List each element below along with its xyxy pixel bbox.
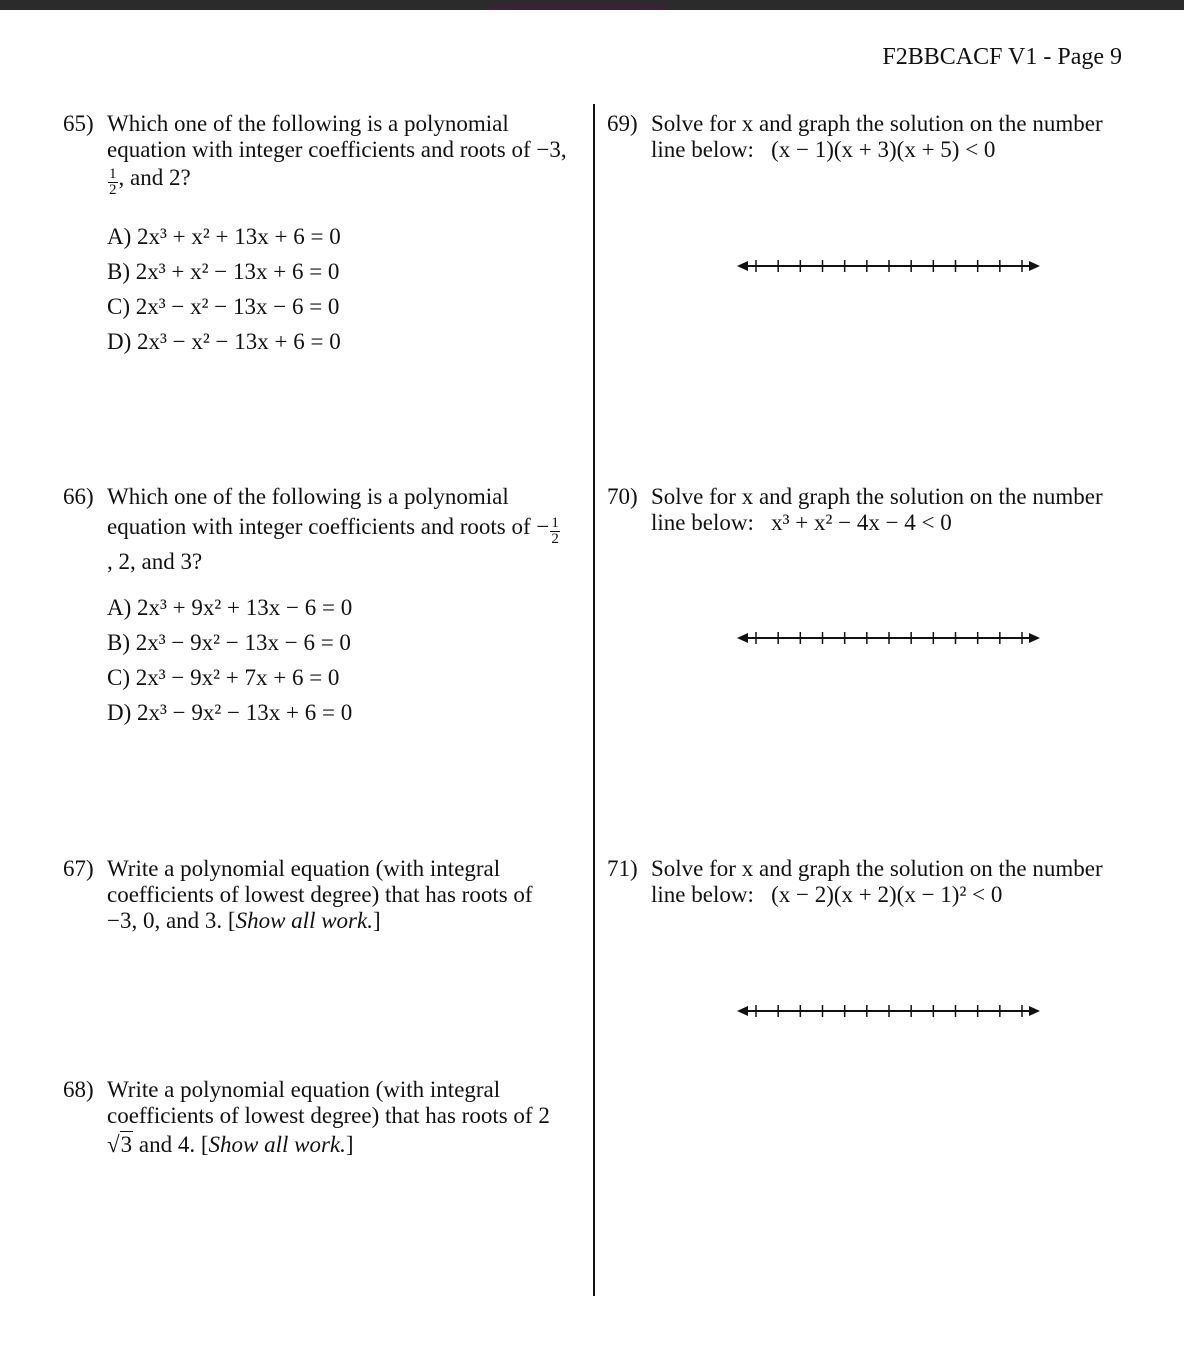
answer-choices xyxy=(107,219,341,359)
question-number: 66) xyxy=(63,484,94,509)
question-line: $\frac{1}{2}$ , and 2? xyxy=(109,165,191,198)
inequality: (x − 1)(x + 3)(x + 5) < 0 xyxy=(771,137,996,162)
question-line: Which one of the following is a polynomial xyxy=(107,484,509,509)
question-number: 68) xyxy=(63,1077,94,1102)
left-arrow-icon xyxy=(737,633,748,643)
question-line: Write a polynomial equation (with integral xyxy=(107,1077,501,1102)
question-line: Which one of the following is a polynomial xyxy=(107,111,509,136)
fraction-one-half: $\frac{1}{2}$ xyxy=(109,166,117,198)
number-line-70[interactable] xyxy=(734,628,1044,648)
choice-d[interactable]: D) 2x³ − 9x² − 13x + 6 = 0 xyxy=(107,700,353,725)
choice-b[interactable]: B) 2x³ − 9x² − 13x − 6 = 0 xyxy=(107,630,351,655)
question-number: 69) xyxy=(607,111,638,136)
window-top-bar xyxy=(0,0,1184,10)
question-line: equation with integer coefficients and roots of − $\frac{1}{2}$ xyxy=(107,514,559,547)
question-line: Solve for x and graph the solution on the number xyxy=(651,484,1103,509)
number-line-71[interactable] xyxy=(734,1001,1044,1021)
question-line: coefficients of lowest degree) that has roots of xyxy=(107,882,533,907)
show-all-work-note: Show all work. xyxy=(235,908,373,933)
radical-sign: √ xyxy=(107,1132,120,1157)
question-number: 70) xyxy=(607,484,638,509)
inequality: (x − 2)(x + 2)(x − 1)² < 0 xyxy=(771,882,1003,907)
question-line: , 2, and 3? xyxy=(107,549,203,574)
page-label: F2BBCACF V1 - Page 9 xyxy=(882,44,1122,70)
question-line: equation with integer coefficients and roots of −3, xyxy=(107,137,567,162)
question-text xyxy=(651,856,1131,908)
window-tab[interactable] xyxy=(487,4,667,10)
choice-d[interactable]: D) 2x³ − x² − 13x + 6 = 0 xyxy=(107,329,341,354)
question-text xyxy=(651,111,1131,163)
column-divider xyxy=(593,104,595,1296)
question-text xyxy=(107,484,587,575)
square-root: √3 xyxy=(107,1132,133,1157)
left-arrow-icon xyxy=(737,261,748,271)
right-arrow-icon xyxy=(1029,633,1040,643)
fraction-one-half: $\frac{1}{2}$ xyxy=(551,515,559,547)
question-number: 67) xyxy=(63,856,94,881)
choice-a[interactable]: A) 2x³ + 9x² + 13x − 6 = 0 xyxy=(107,595,353,620)
question-line: Write a polynomial equation (with integral xyxy=(107,856,501,881)
choice-c[interactable]: C) 2x³ − x² − 13x − 6 = 0 xyxy=(107,294,340,319)
choice-c[interactable]: C) 2x³ − 9x² + 7x + 6 = 0 xyxy=(107,665,340,690)
question-text xyxy=(651,484,1131,536)
choice-a[interactable]: A) 2x³ + x² + 13x + 6 = 0 xyxy=(107,224,341,249)
question-line: line below: x³ + x² − 4x − 4 < 0 xyxy=(651,510,952,535)
question-line: Solve for x and graph the solution on the number xyxy=(651,111,1103,136)
question-line: √3 and 4. [Show all work.] xyxy=(107,1132,354,1157)
question-line: line below: (x − 2)(x + 2)(x − 1)² < 0 xyxy=(651,882,1003,907)
question-line: coefficients of lowest degree) that has roots of 2 xyxy=(107,1103,550,1128)
question-text xyxy=(107,111,587,198)
choice-b[interactable]: B) 2x³ + x² − 13x + 6 = 0 xyxy=(107,259,340,284)
left-arrow-icon xyxy=(737,1006,748,1016)
answer-choices xyxy=(107,590,352,730)
question-line: −3, 0, and 3. [Show all work.] xyxy=(107,908,381,933)
show-all-work-note: Show all work. xyxy=(208,1132,346,1157)
question-text xyxy=(107,1077,587,1158)
question-line: line below: (x − 1)(x + 3)(x + 5) < 0 xyxy=(651,137,996,162)
question-text xyxy=(107,856,587,934)
question-number: 65) xyxy=(63,111,94,136)
question-line: Solve for x and graph the solution on the number xyxy=(651,856,1103,881)
number-line-69[interactable] xyxy=(734,256,1044,276)
inequality: x³ + x² − 4x − 4 < 0 xyxy=(771,510,952,535)
right-arrow-icon xyxy=(1029,1006,1040,1016)
right-arrow-icon xyxy=(1029,261,1040,271)
question-number: 71) xyxy=(607,856,638,881)
